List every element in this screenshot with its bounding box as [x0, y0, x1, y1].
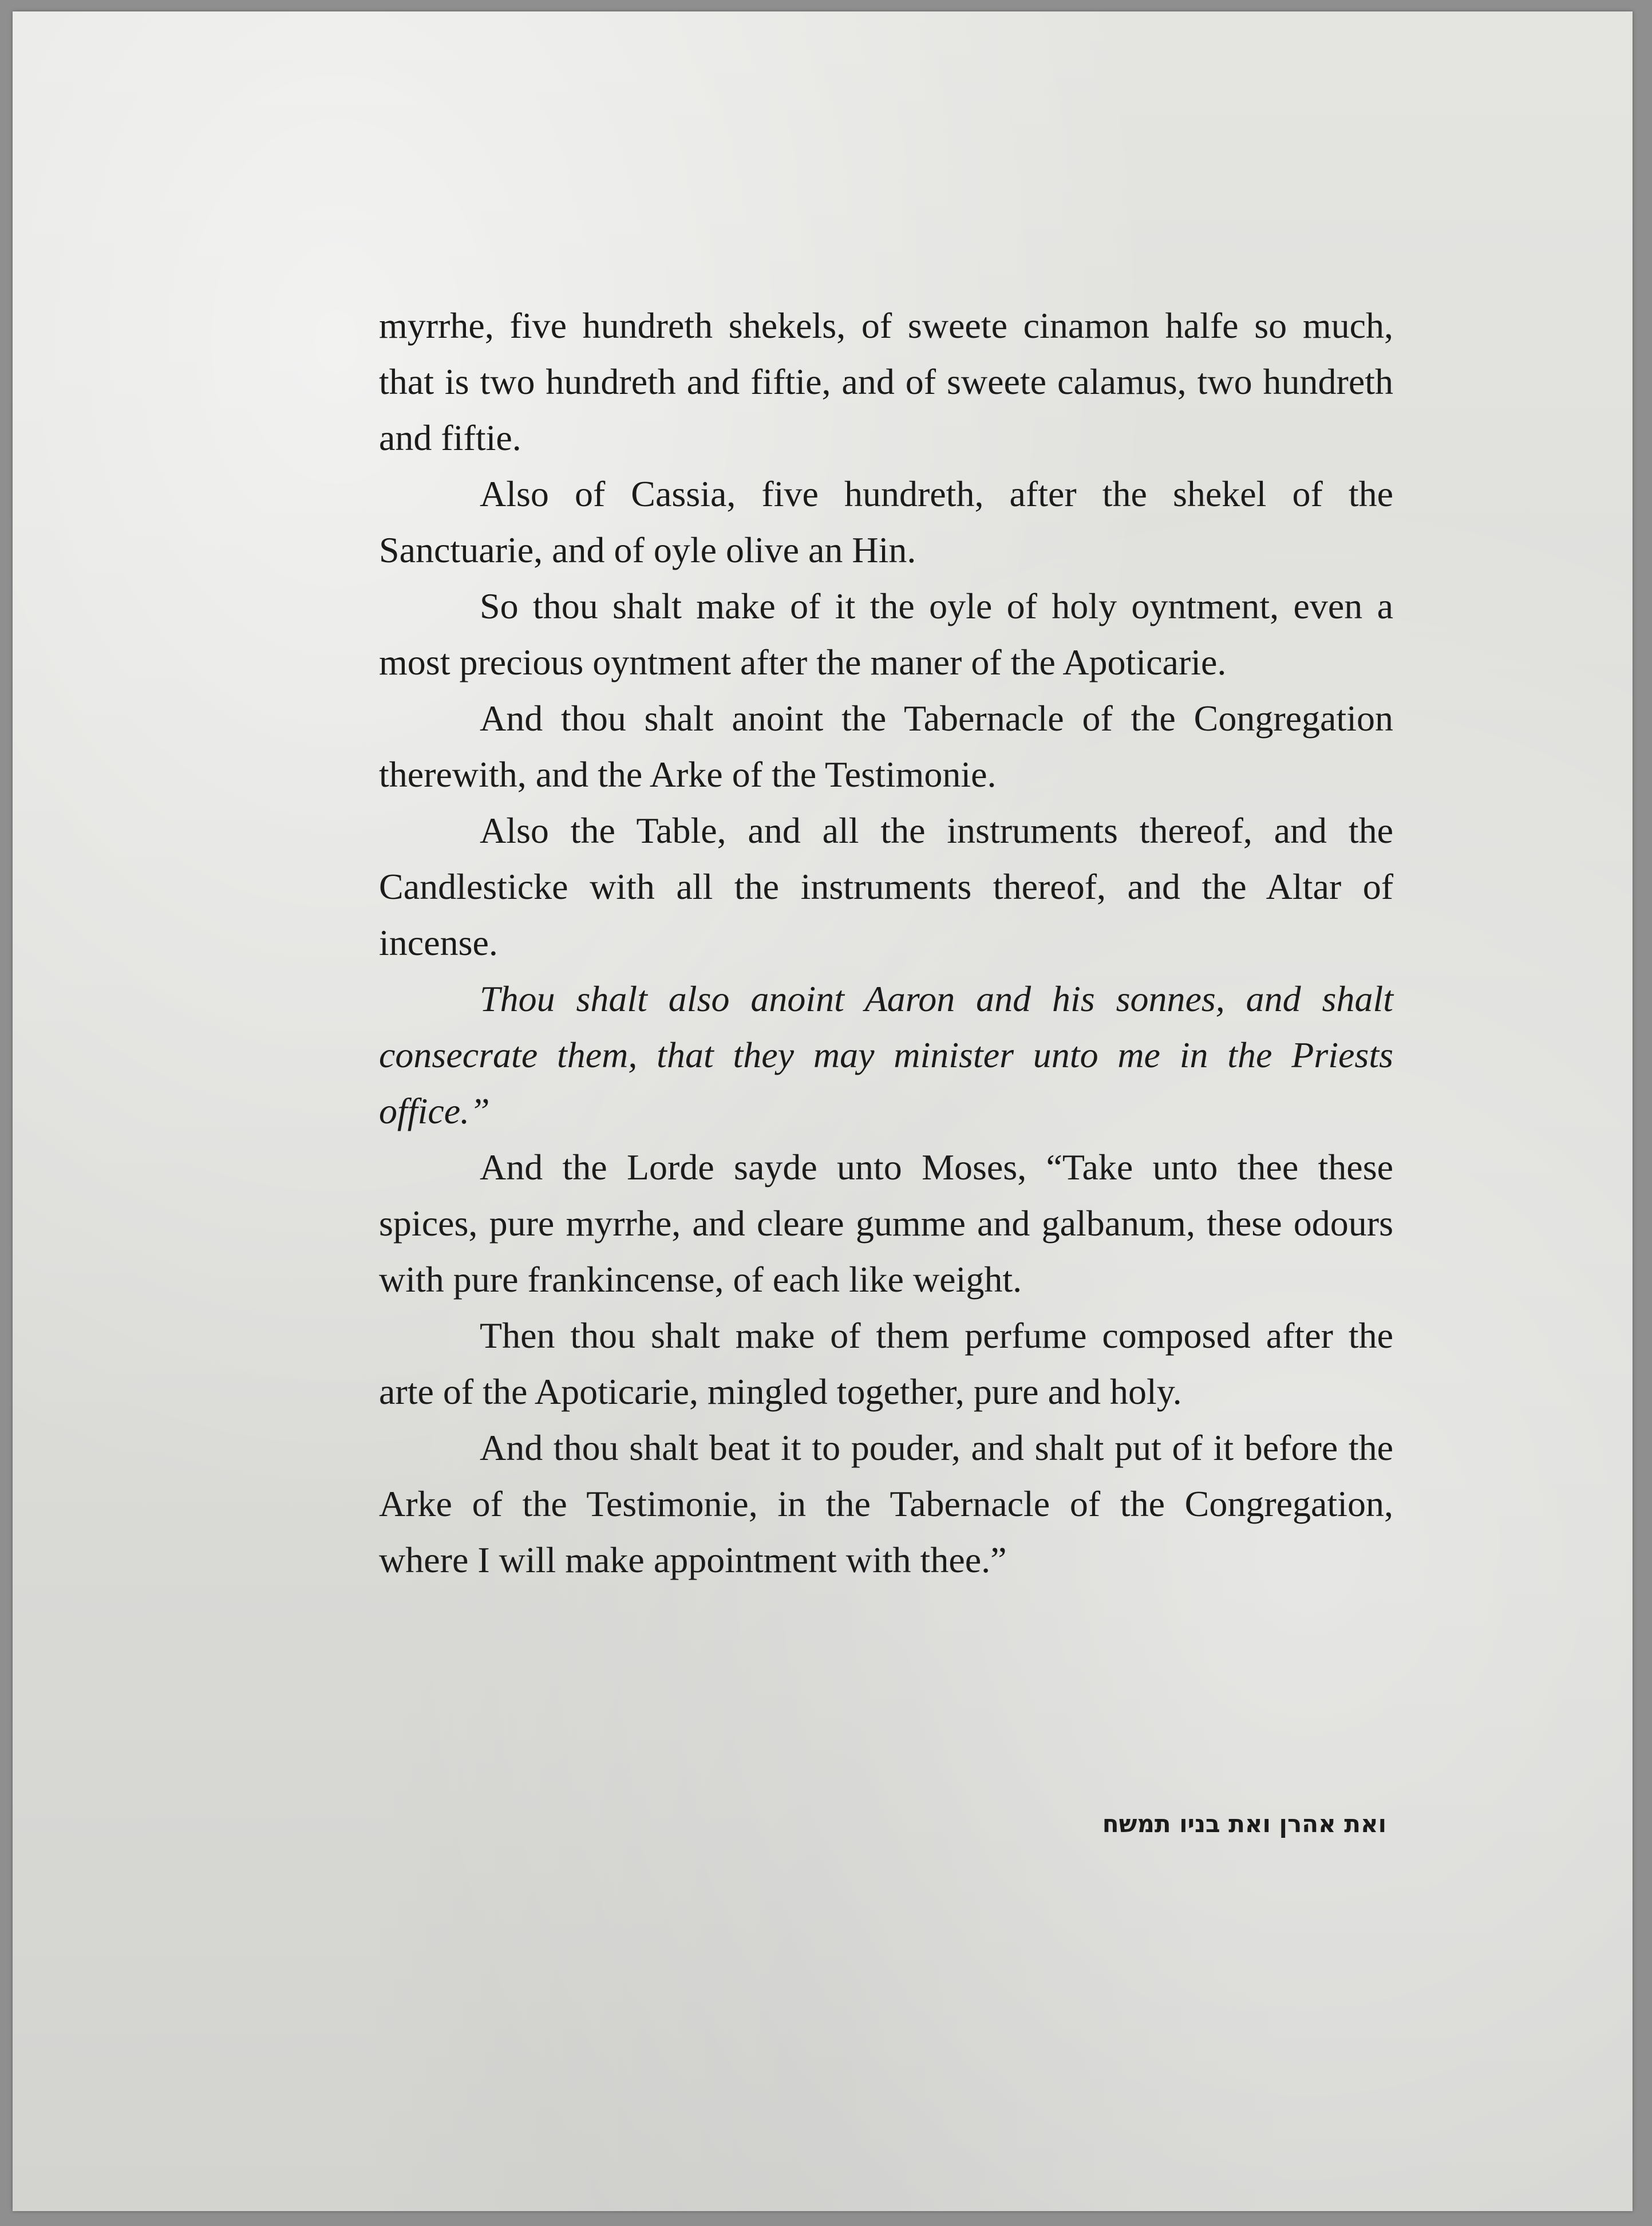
paragraph-8: Then thou shalt make of them perfume composed after the arte of the Apoticarie, mingled together, pure and holy. — [379, 1315, 1393, 1412]
paragraph-2: Also of Cassia, five hundreth, after the shekel of the Sanctuarie, and of oyle olive an Hin. — [379, 473, 1393, 570]
paragraph-7: And the Lorde sayde unto Moses, “Take unto thee these spices, pure myrrhe, and cleare gumme and galbanum, these odours with pure frankincense, of each like weight. — [379, 1147, 1393, 1300]
paragraph-3: So thou shalt make of it the oyle of holy oyntment, even a most precious oyntment after the maner of the Apoticarie. — [379, 586, 1393, 682]
paragraph-1: myrrhe, five hundreth shekels, of sweete cinamon halfe so much, that is two hundreth and fiftie, and of sweete calamus, two hundreth and fiftie. — [379, 305, 1393, 458]
paper-sheet — [13, 11, 1633, 2211]
paragraph-9: And thou shalt beat it to pouder, and shalt put of it before the Arke of the Testimonie, in the Tabernacle of the Congregation, where I will make appointment with thee.” — [379, 1427, 1393, 1580]
paragraph-5: Also the Table, and all the instruments thereof, and the Candlesticke with all the instruments thereof, and the Altar of incense. — [379, 810, 1393, 963]
body-text — [379, 298, 1393, 1588]
hebrew-caption: ואת אהרן ואת בניו תמשח — [1102, 1810, 1386, 1838]
paragraph-6: Thou shalt also anoint Aaron and his sonnes, and shalt consecrate them, that they may minister unto me in the Priests office.” — [379, 978, 1393, 1131]
paragraph-4: And thou shalt anoint the Tabernacle of the Congregation therewith, and the Arke of the Testimonie. — [379, 698, 1393, 795]
